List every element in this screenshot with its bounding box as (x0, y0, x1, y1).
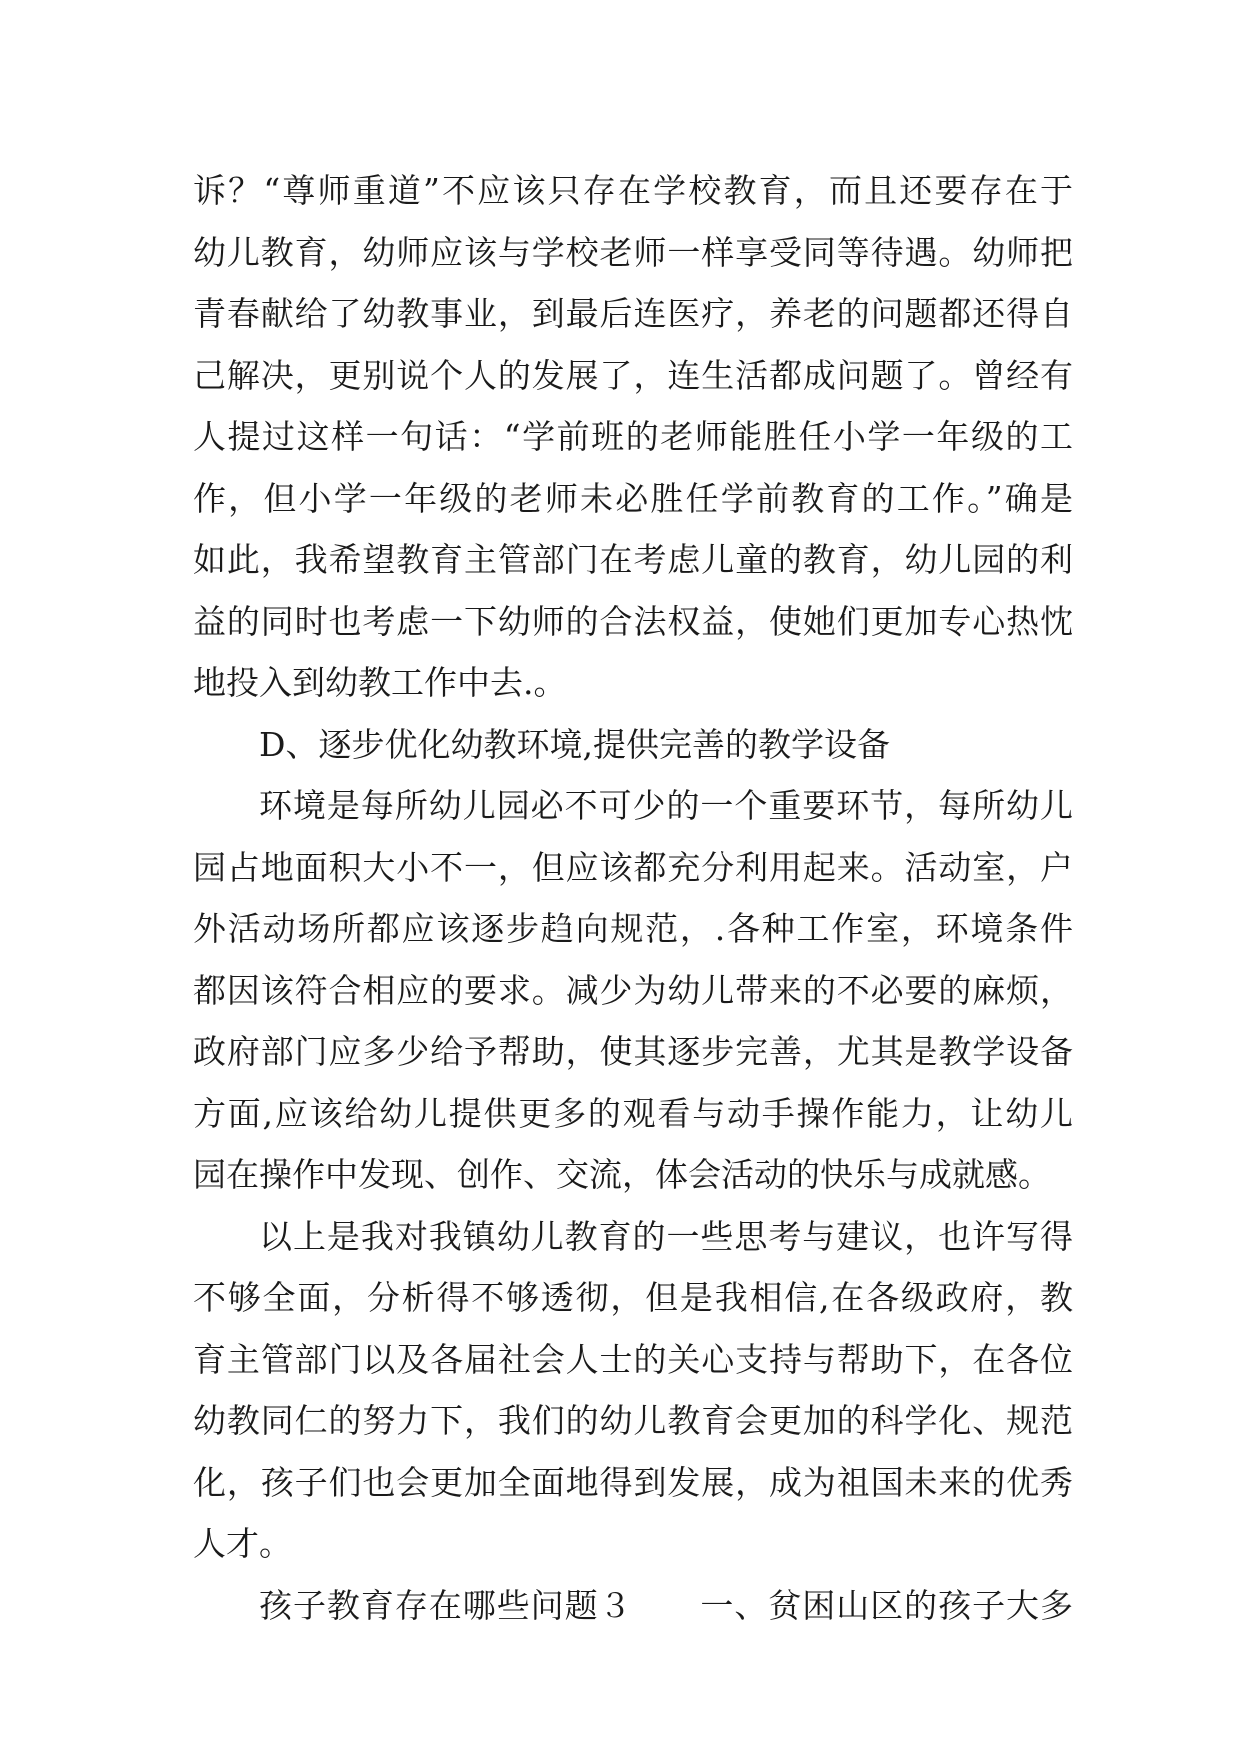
text-line: 以上是我对我镇幼儿教育的一些思考与建议，也许写得 (259, 1216, 1073, 1256)
text-line: 孩子教育存在哪些问题３ 一、贫困山区的孩子大多 (259, 1585, 1073, 1625)
text-line: 园在操作中发现、创作、交流，体会活动的快乐与成就感。 (193, 1155, 1051, 1194)
text-line: 育主管部门以及各届社会人士的关心支持与帮助下，在各位 (193, 1339, 1073, 1379)
text-line: 方面,应该给幼儿提供更多的观看与动手操作能力，让幼儿 (193, 1093, 1073, 1133)
text-line: 都因该符合相应的要求。减少为幼儿带来的不必要的麻烦， (193, 970, 1073, 1010)
text-line: 诉？“尊师重道”不应该只存在学校教育，而且还要存在于 (193, 171, 1073, 210)
text-line: 幼教同仁的努力下，我们的幼儿教育会更加的科学化、规范 (193, 1401, 1073, 1440)
text-line: 外活动场所都应该逐步趋向规范，.各种工作室，环境条件 (193, 909, 1073, 948)
text-line: 不够全面，分析得不够透彻，但是我相信,在各级政府，教 (193, 1278, 1073, 1317)
text-line: 政府部门应多少给予帮助，使其逐步完善，尤其是教学设备 (193, 1032, 1073, 1071)
text-line: 园占地面积大小不一，但应该都充分利用起来。活动室，户 (193, 847, 1073, 887)
text-line: 如此，我希望教育主管部门在考虑儿童的教育，幼儿园的利 (193, 540, 1073, 579)
text-line: 幼儿教育，幼师应该与学校老师一样享受同等待遇。幼师把 (193, 232, 1073, 272)
text-line: 人才。 (193, 1524, 292, 1563)
text-line: 益的同时也考虑一下幼师的合法权益，使她们更加专心热忱 (193, 601, 1073, 641)
text-line: 作，但小学一年级的老师未必胜任学前教育的工作。”确是 (193, 478, 1073, 518)
text-line: 化，孩子们也会更加全面地得到发展，成为祖国未来的优秀 (193, 1462, 1073, 1502)
text-line: 青春献给了幼教事业，到最后连医疗，养老的问题都还得自 (193, 294, 1073, 333)
text-line: 环境是每所幼儿园必不可少的一个重要环节，每所幼儿 (259, 786, 1073, 825)
text-line: 己解决，更别说个人的发展了，连生活都成问题了。曾经有 (193, 355, 1073, 395)
document-body (193, 160, 1073, 1636)
text-line: D、逐步优化幼教环境,提供完善的教学设备 (259, 724, 890, 764)
text-line: 人提过这样一句话：“学前班的老师能胜任小学一年级的工 (193, 417, 1073, 456)
text-line: 地投入到幼教工作中去.。 (193, 663, 567, 702)
